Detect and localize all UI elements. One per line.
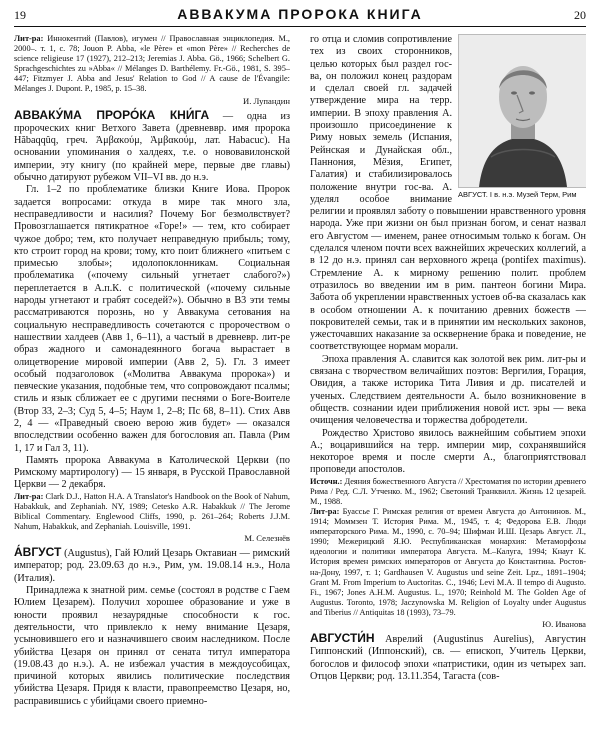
article-augustus-continued: го отца и сломив сопротивление тех из своих сторонников, целью которых был раздел гос-ва, он положил конец раздорам и сделал своей гл. задачей утверждение мира на терр. империи. В эпоху правления А. произошло присоединение к Риму новых земель (Испания, Рейнская и Дунайская обл., Паннония, Мёзия, Египет, Галатия) и стабилизировалось положение внутри гос-ва. А. уделял особое внимание религии и проявлял заботу о повышении нравственного уровня народа. Уже при жизни он был признан богом, и сенат назвал его Августом — именем, ранее относимым только к богам. Он сделался членом почти всех важнейших жреческих коллегий, а в 12 до н.э. принял сан верховного жреца (pontifex maximus). Стремление А. к мирному решению полит. проблем отразилось во введении им в рим. пантеон богини Мира. Забота об укреплении нравственных устоев об-ва сказалась как в особом отношении А. к почитанию древних божеств — покровителей семьи, так и в принятии им нескольких законов, ужесточавших наказание за осквернение брака и поведение, не соответствующее нормам морали. bbox=[310, 34, 586, 353]
article-habakkuk-intro bbox=[14, 109, 290, 185]
bibliography-text: Иннокентий (Павлов), игумен // Православная энциклопедия. М., 2000–. т. 1, с. 78; Jouon P. Abba, «le Père» et «mon Père» // Recherches de science religieuse 17 (1927), 212–213; Jeremias J. Abba. Gö., 1966; Schelbert G. Sprachgeschichtes zu »Abba« // Mélanges D. Barthélemy. Fr.-Gö., 1981, S. 395–447; Fitzmyer J. Abba and Jesus' Relation to God // A cause de l'Évangile: Mélanges J. Dupont. P., 1985, p. 15–38. bbox=[14, 34, 290, 94]
article-author: И. Лупандин bbox=[243, 95, 290, 106]
page-number-left: 19 bbox=[14, 8, 26, 22]
headword-augustine: АВГУСТИ́Н bbox=[310, 631, 375, 645]
sources-label: Источн.: bbox=[310, 476, 343, 486]
article-augustus-intro bbox=[14, 546, 290, 585]
right-column bbox=[310, 34, 586, 744]
article-author: Ю. Иванова bbox=[542, 619, 586, 629]
running-header-title: АВВАКУМА ПРОРОКА КНИГА bbox=[177, 6, 423, 22]
bust-illustration bbox=[459, 35, 586, 187]
bibliography-label: Лит-ра: bbox=[310, 506, 340, 516]
sources-augustus bbox=[310, 477, 586, 507]
bibliography-augustus bbox=[310, 507, 586, 618]
figure-caption: АВГУСТ. I в. н.э. Музей Терм, Рим bbox=[458, 190, 577, 199]
article-habakkuk-feast: Память пророка Аввакума в Католической Церкви (по Римскому мартирологу) — 15 января, в Русской Православной Церкви — 2 декабря. bbox=[14, 454, 290, 491]
article-text: (Augustus), Гай Юлий Цезарь Октавиан — римский император; род. 23.09.63 до н.э., Рим, ум. 19.08.14 н.э., Нола (Италия). bbox=[14, 548, 290, 584]
article-augustine-intro bbox=[310, 632, 586, 683]
page-number-right: 20 bbox=[574, 8, 586, 22]
article-augustus-nativity: Рождество Христово явилось важнейшим событием эпохи А.; воцарившийся на терр. империи мир, сохранявшийся некоторое время и после смерти А., благоприятствовал проповеди апостолов. bbox=[310, 427, 586, 476]
article-augustus-paragraph: Принадлежа к знатной рим. семье (состоял в родстве с Гаем Юлием Цезарем). Получил хорошее образование и уже в юности проявил незаурядные способности к гос. деятельности, что привлекло к нему внимание Цезаря, усыновившего его и назначившего своим наследником. После убийства Цезаря он принял от сената титул императора (19.08.43 до н.э.). А. не избежал участия в междоусобицах, причиной которых явились политические последствия убийства Цезаря. Придя к власти, правопреемство Цезаря, но, расправившись с убийцами своего приемно- bbox=[14, 585, 290, 707]
bibliography-label: Лит-ра: bbox=[14, 491, 44, 501]
bibliography-text: Буассье Г. Римская религия от времен Августа до Антонинов. М., 1914; Моммзен Т. История Рима. М., 1945, т. 4; Федорова Е.В. Люди императорского Рима. М., 1990, с. 70–94; Шифман И.Ш. Цезарь Август. Л., 1990; Межерицкий Я.Ю. Республиканская монархия: Метаморфозы идеологии и политики императора Августа. М.–Калуга, 1994; Кнаут К. История времен римских императоров от Августа до Константина. Ростов-на-Дону, 1997, т. 1; Gardhausen V. Augustus und seine Zeit. Lpz., 1891–1904; Grant M. From Imperium to Auctoritas. C., 1946; Levi M.A. Il tempo di Augusto. Fi., 1967; Jones A.H.M. Augustus. L., 1970; Reinhold M. The Golden Age of Augustus. Toronto, 1978; Jaczynowska M. Religion of Loyalty under Augustus and Tiberius // Antiquitas 18 (1993), 73–79. bbox=[310, 506, 586, 617]
sources-text: Деяния божественного Августа // Хрестоматия по истории древнего Рима / Ред. С.Л. Утченко. М., 1962; Светоний Транквилл. Жизнь 12 цезарей. М., 1988. bbox=[310, 476, 586, 506]
headword-habakkuk: АВВАКУ́МА ПРОРО́КА КНИ́ГА bbox=[14, 107, 210, 122]
left-column bbox=[14, 34, 290, 744]
article-text: — одна из пророческих книг Ветхого Завета (древневвр. имя пророка Hăbaqqûq, греч. Ἀμβακούμ, Ἀμβακούμ, лат. Habacuc). На основании упоминания о халдеях, т.е. о нововавилонской империи, эту книгу (по крайней мере, первые две главы) обычно датируют рубежом VII–VI вв. до н.э. bbox=[14, 110, 290, 184]
bibliography-abba bbox=[14, 34, 290, 95]
augustus-bust-image bbox=[458, 34, 586, 188]
running-header bbox=[14, 6, 586, 27]
article-habakkuk-paragraph: Гл. 1–2 по проблематике близки Книге Иова. Пророк задается вопросами: откуда в мире так много зла, несправедливости и насилия? Почему Бог безмолвствует? Провозглашается пятикратное «Горе!» — тем, кто собирает чужое добро; тем, кто получает неправедную прибыль; тому, кто строит город на крови; тому, кто поит ближнего «питьем с примесью злобы»; идолопоклонникам. Социальная проблематика («почему сильный угнетает слабого?») переплетается в А.п.К. с политической («почему сильные народы угнетают и грабят соседей?»). Обычно в В3 эти темы рассматриваются порознь, но у Аввакума сетования на социальную несправедливость сочетаются с пророчеством о нашествии халдеев (Авв 1, 6–11), а частый в древневр. лит-ре образ жадного и самонадеянного богача вырастает в олицетворение мировой империи (Авв 2, 5). Гл. 3 имеет особый подзаголовок («Молитва Аввакума пророка») и певческие указания, подобные тем, что сопровождают псалмы; стиль и язык сближает ее с другими песнями о Боге-Воителе (Втор 33, 2–3; Суд 5, 4–5; Наум 1, 2–8; Пс 68, 8–11). Стих Авв 2, 4 — «Праведный своею верою жив будет» — оказался впоследствии особенно важен для богословия ап. Павла (Рим 1, 17 и Гал 3, 11). bbox=[14, 184, 290, 454]
bibliography-label: Лит-ра: bbox=[14, 34, 44, 43]
headword-augustus: А́ВГУСТ bbox=[14, 545, 62, 560]
figure-augustus bbox=[458, 34, 586, 199]
bibliography-habakkuk bbox=[14, 492, 290, 532]
article-text: Аврелий (Augustinus Aurelius), Августин Гиппонский (Иппонский), св. — епископ, Учитель Церкви, богослов и философ эпохи «патристики, один из четырех зап. Отцов Церкви; род. 13.11.354, Тагаста (сов- bbox=[310, 634, 586, 682]
bibliography-text: Clark D.J., Hatton H.A. A Translator's Handbook on the Book of Nahum, Habakkuk, and Zephaniah. NY, 1989; Cetesko A.R. Habakkuk // The Jerome Biblical Commentary. Englewood Cliffs, 1990, p. 261–264; Roberts J.J.M. Nahum, Habakkuk, and Zephaniah. Louisville, 1991. bbox=[14, 491, 290, 532]
article-author: М. Селезнёв bbox=[244, 533, 290, 544]
article-augustus-golden-age: Эпоха правления А. славится как золотой век рим. лит-ры и связана с творчеством величайших поэтов: Вергилия, Горация, Овидия, а также историка Тита Ливия и др. писателей и ученых. Следствием деятельности А. было возникновение в обществ. сознании идеи приближения новой ист. эры — века очищения человечества и торжества добродетели. bbox=[310, 353, 586, 427]
